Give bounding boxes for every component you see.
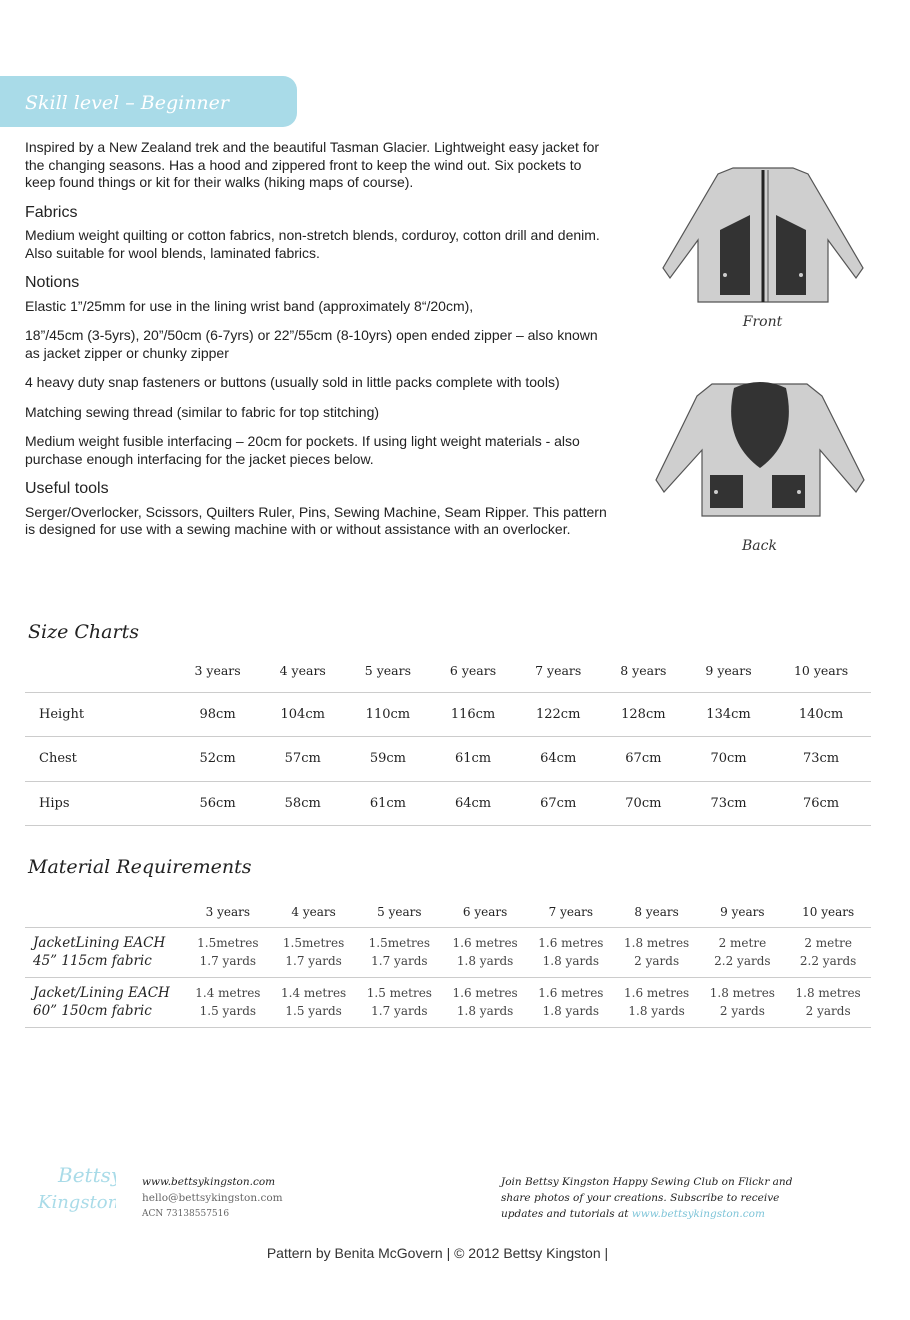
table-cell <box>271 927 357 977</box>
row-label-line: JacketLining EACH <box>33 935 166 951</box>
table-cell: 73cm <box>686 781 771 826</box>
club-text: Join Bettsy Kingston Happy Sewing Club on Flickr and share photos of your creations. Subscribe to receive updates and tutorials at <box>501 1176 793 1220</box>
row-label: Height <box>25 692 175 737</box>
table-cell <box>614 977 700 1027</box>
yards-value: 1.5 yards <box>285 1004 342 1018</box>
table-cell: 61cm <box>430 737 515 782</box>
table-cell: 140cm <box>771 692 871 737</box>
column-header: 5 years <box>364 663 411 679</box>
table-cell <box>785 977 871 1027</box>
table-cell: 128cm <box>601 692 686 737</box>
table-cell <box>528 927 614 977</box>
size-chart-table <box>25 650 871 826</box>
yards-value: 1.7 yards <box>371 954 428 968</box>
front-caption: Front <box>742 314 783 330</box>
svg-text:Kingston: Kingston <box>38 1192 116 1213</box>
table-row <box>25 927 871 977</box>
material-requirements-title: Material Requirements <box>28 856 252 878</box>
table-cell: 73cm <box>771 737 871 782</box>
column-header: 4 years <box>291 904 336 919</box>
row-label <box>25 927 185 977</box>
table-cell <box>357 977 443 1027</box>
yards-value: 1.7 yards <box>285 954 342 968</box>
bettsy-kingston-logo <box>36 1158 116 1220</box>
club-note <box>501 1174 821 1222</box>
table-cell: 104cm <box>260 692 345 737</box>
yards-value: 2.2 yards <box>714 954 771 968</box>
column-header: 3 years <box>194 663 241 679</box>
club-website-link[interactable]: www.bettsykingston.com <box>631 1208 765 1220</box>
website-link[interactable]: www.bettsykingston.com <box>142 1176 276 1188</box>
table-cell <box>185 977 271 1027</box>
material-requirements-table <box>25 897 871 1028</box>
table-row <box>25 692 871 737</box>
pattern-description <box>25 139 615 551</box>
table-cell <box>271 977 357 1027</box>
table-row <box>25 977 871 1027</box>
column-header: 8 years <box>620 663 667 679</box>
fabrics-heading: Fabrics <box>25 203 78 221</box>
table-cell: 70cm <box>601 781 686 826</box>
metres-value: 1.4 metres <box>195 986 261 1000</box>
row-label-line: 60” 150cm fabric <box>33 1003 152 1019</box>
table-cell: 61cm <box>345 781 430 826</box>
column-header: 8 years <box>634 904 679 919</box>
column-header: 6 years <box>462 904 508 919</box>
header-cell <box>25 650 175 692</box>
row-label: Hips <box>25 781 175 826</box>
yards-value: 1.8 yards <box>456 1004 514 1018</box>
table-row <box>25 737 871 782</box>
yards-value: 1.8 yards <box>456 954 514 968</box>
acn-number: ACN 73138557516 <box>142 1209 230 1219</box>
notion-item: 4 heavy duty snap fasteners or buttons (usually sold in little packs complete with tools) <box>25 374 560 390</box>
table-row <box>25 781 871 826</box>
table-cell: 122cm <box>516 692 601 737</box>
brand-logo <box>36 1158 116 1220</box>
notion-item: 18”/45cm (3-5yrs), 20”/50cm (6-7yrs) or 22”/55cm (8-10yrs) open ended zipper – also known as jacket zipper or chunky zipper <box>25 327 598 361</box>
yards-value: 1.8 yards <box>542 954 600 968</box>
table-cell <box>185 927 271 977</box>
column-header: 3 years <box>205 904 251 919</box>
column-header: 10 years <box>793 663 849 679</box>
notions-heading: Notions <box>25 274 80 291</box>
table-cell <box>614 927 700 977</box>
row-label <box>25 977 185 1027</box>
yards-value: 2.2 yards <box>799 954 857 968</box>
metres-value: 2 metre <box>804 936 852 950</box>
column-header: 10 years <box>802 904 855 919</box>
metres-value: 1.8 metres <box>709 986 775 1000</box>
row-label-line: Jacket/Lining EACH <box>33 985 170 1001</box>
table-cell: 70cm <box>686 737 771 782</box>
table-cell: 76cm <box>771 781 871 826</box>
size-charts-title: Size Charts <box>28 621 139 643</box>
row-label: Chest <box>25 737 175 782</box>
table-cell: 98cm <box>175 692 260 737</box>
pattern-credit: Pattern by Benita McGovern | © 2012 Bettsy Kingston | <box>266 1245 609 1261</box>
table-cell <box>528 977 614 1027</box>
row-label-line: 45” 115cm fabric <box>33 953 152 969</box>
header-row <box>25 650 871 692</box>
column-header: 9 years <box>720 904 765 919</box>
yards-value: 2 yards <box>719 1004 765 1018</box>
metres-value: 1.5metres <box>368 936 431 950</box>
table-cell: 59cm <box>345 737 430 782</box>
skill-level-banner: Skill level – Beginner <box>0 76 297 127</box>
metres-value: 1.8 metres <box>795 986 861 1000</box>
yards-value: 1.8 yards <box>628 1004 685 1018</box>
column-header: 9 years <box>705 663 752 679</box>
metres-value: 1.8 metres <box>624 936 690 950</box>
metres-value: 1.6 metres <box>452 986 518 1000</box>
metres-value: 2 metre <box>718 936 767 950</box>
metres-value: 1.5 metres <box>366 986 432 1000</box>
metres-value: 1.6 metres <box>624 986 690 1000</box>
notion-item: Matching sewing thread (similar to fabric for top stitching) <box>25 403 380 420</box>
intro-text: Inspired by a New Zealand trek and the beautiful Tasman Glacier. Lightweight easy jacket for the changing seasons. Has a hood and zippered front to keep the wind out. Six pockets to keep found things or kit for their walks (hiking maps of course). <box>25 139 600 190</box>
yards-value: 2 yards <box>634 954 680 968</box>
notion-item: Elastic 1”/25mm for use in the lining wrist band (approximately 8“/20cm), <box>25 297 474 314</box>
metres-value: 1.5metres <box>282 936 345 950</box>
table-cell: 116cm <box>430 692 515 737</box>
column-header: 7 years <box>548 904 594 919</box>
yards-value: 1.5 yards <box>199 1004 257 1018</box>
jacket-front-illustration <box>658 160 868 310</box>
column-header: 4 years <box>279 663 326 679</box>
yards-value: 1.7 yards <box>199 954 257 968</box>
table-cell: 56cm <box>175 781 260 826</box>
table-cell <box>700 927 786 977</box>
table-cell: 58cm <box>260 781 345 826</box>
metres-value: 1.6 metres <box>452 936 518 950</box>
table-cell: 64cm <box>430 781 515 826</box>
table-cell <box>700 977 786 1027</box>
column-header: 6 years <box>449 663 497 679</box>
table-cell <box>442 977 528 1027</box>
email-link[interactable]: hello@bettsykingston.com <box>142 1192 283 1204</box>
jacket-back-illustration <box>652 380 867 522</box>
notion-item: Medium weight fusible interfacing – 20cm for pockets. If using light weight materials - also purchase enough interfacing for the jacket pieces below. <box>25 433 580 467</box>
table-cell: 110cm <box>345 692 430 737</box>
metres-value: 1.6 metres <box>538 986 604 1000</box>
table-cell: 134cm <box>686 692 771 737</box>
metres-value: 1.5metres <box>197 936 259 950</box>
back-caption: Back <box>742 538 777 554</box>
table-cell <box>357 927 443 977</box>
table-cell <box>442 927 528 977</box>
column-header: 5 years <box>377 904 422 919</box>
table-cell <box>785 927 871 977</box>
yards-value: 1.8 yards <box>542 1004 600 1018</box>
table-cell: 52cm <box>175 737 260 782</box>
metres-value: 1.6 metres <box>538 936 604 950</box>
header-cell <box>25 897 185 927</box>
table-cell: 64cm <box>516 737 601 782</box>
column-header: 7 years <box>535 663 582 679</box>
back-figure <box>652 380 867 554</box>
header-row <box>25 897 871 927</box>
yards-value: 2 yards <box>805 1004 851 1018</box>
fabrics-text: Medium weight quilting or cotton fabrics, non-stretch blends, corduroy, cotton drill and denim. Also suitable for wool blends, laminated fabrics. <box>25 227 600 261</box>
yards-value: 1.7 yards <box>371 1004 428 1018</box>
svg-text:Bettsy: Bettsy <box>58 1163 116 1187</box>
table-cell: 57cm <box>260 737 345 782</box>
tools-text: Serger/Overlocker, Scissors, Quilters Ruler, Pins, Sewing Machine, Seam Ripper. This pattern is designed for use with a sewing machine with or without assistance with an overlocker. <box>25 503 607 537</box>
contact-info <box>142 1174 283 1222</box>
front-figure <box>655 160 870 330</box>
table-cell: 67cm <box>601 737 686 782</box>
table-cell: 67cm <box>516 781 601 826</box>
tools-heading: Useful tools <box>25 480 109 497</box>
metres-value: 1.4 metres <box>281 986 347 1000</box>
